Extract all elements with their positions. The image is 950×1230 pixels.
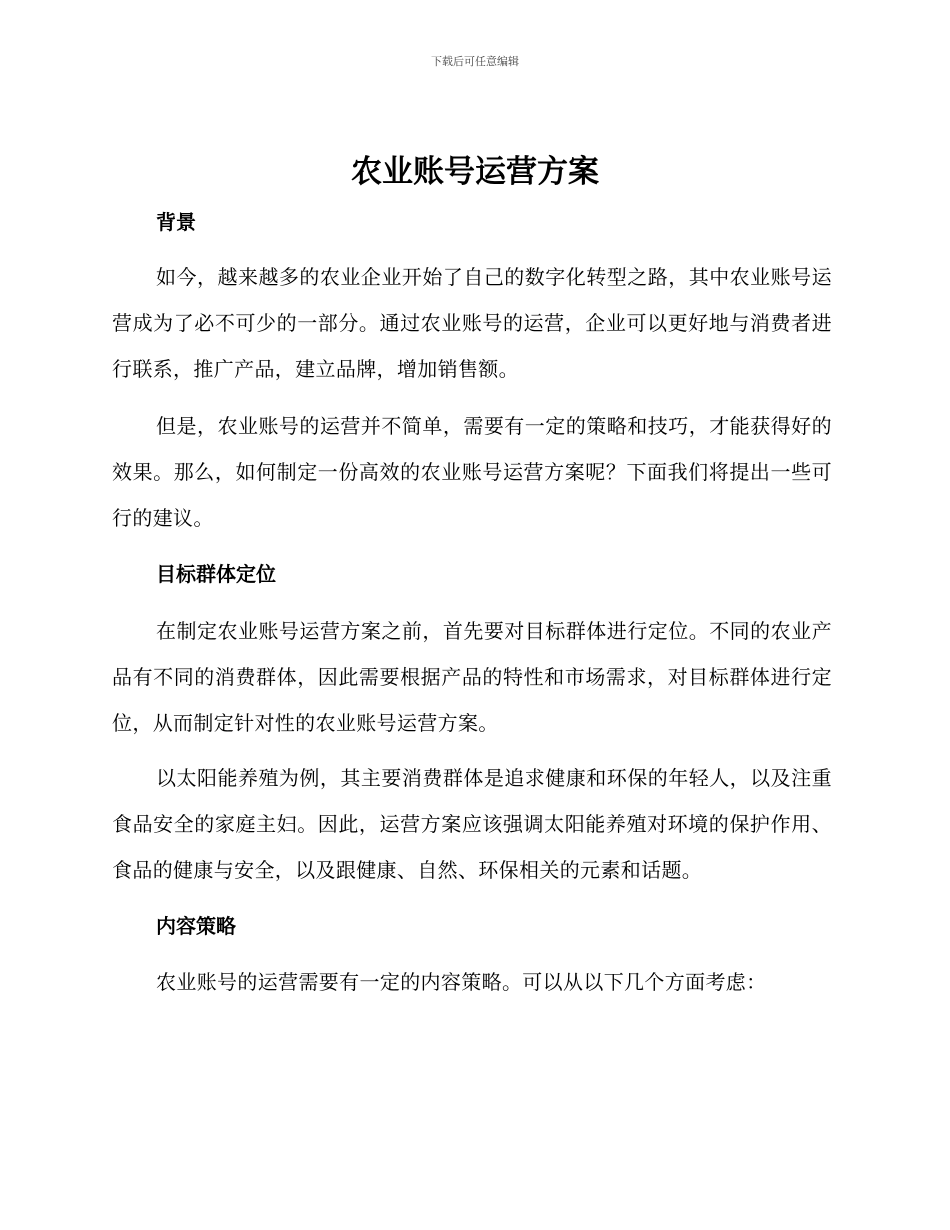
paragraph: 农业账号的运营需要有一定的内容策略。可以从以下几个方面考虑： bbox=[156, 970, 767, 994]
header-note: 下载后可任意编辑 bbox=[431, 55, 519, 68]
section-heading-target-audience: 目标群体定位 bbox=[156, 562, 276, 586]
paragraph: 如今，越来越多的农业企业开始了自己的数字化转型之路，其中农业账号运营成为了必不可少的一部分。通过农业账号的运营，企业可以更好地与消费者进行联系，推广产品，建立品牌，增加销售额。 bbox=[112, 265, 832, 381]
section-heading-content-strategy: 内容策略 bbox=[156, 914, 236, 938]
section-heading-background: 背景 bbox=[156, 210, 196, 234]
document-title: 农业账号运营方案 bbox=[351, 154, 599, 190]
paragraph: 在制定农业账号运营方案之前，首先要对目标群体进行定位。不同的农业产品有不同的消费群体，因此需要根据产品的特性和市场需求，对目标群体进行定位，从而制定针对性的农业账号运营方案。 bbox=[112, 619, 832, 735]
paragraph: 但是，农业账号的运营并不简单，需要有一定的策略和技巧，才能获得好的效果。那么，如何制定一份高效的农业账号运营方案呢？下面我们将提出一些可行的建议。 bbox=[112, 414, 832, 530]
paragraph: 以太阳能养殖为例，其主要消费群体是追求健康和环保的年轻人，以及注重食品安全的家庭主妇。因此，运营方案应该强调太阳能养殖对环境的保护作用、食品的健康与安全，以及跟健康、自然、环保相关的元素和话题。 bbox=[112, 766, 832, 882]
